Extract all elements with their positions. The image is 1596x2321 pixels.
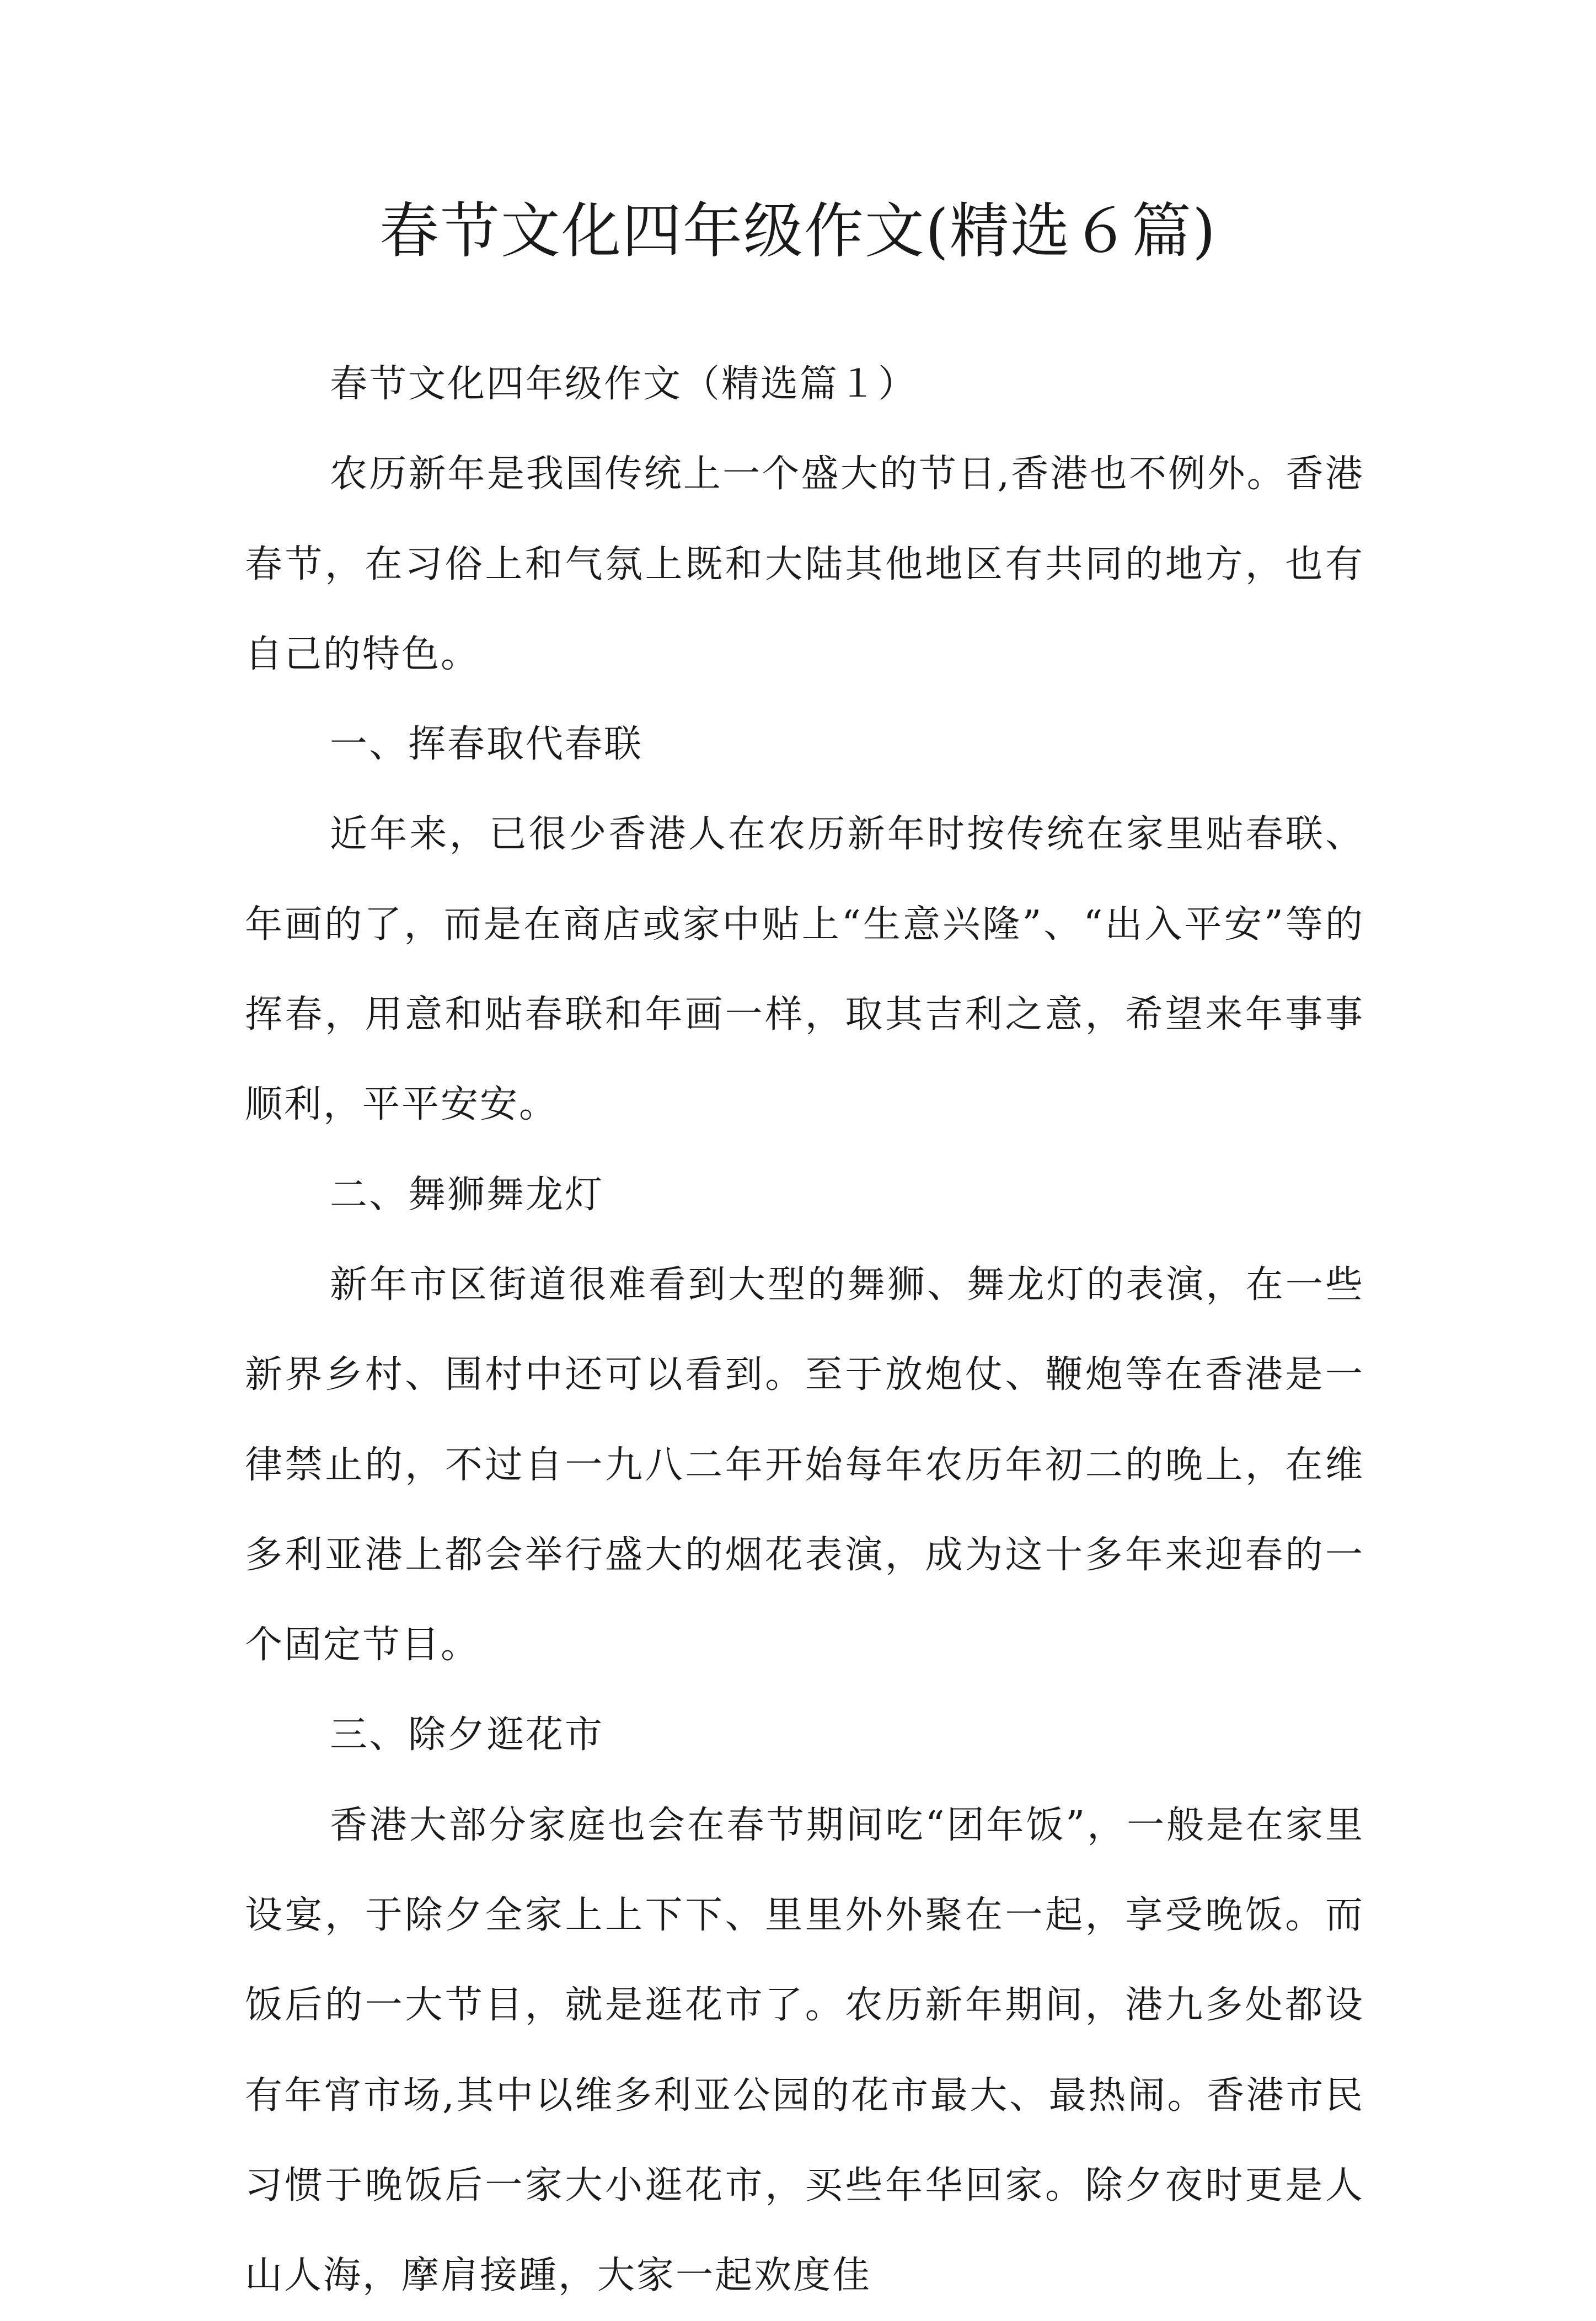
document-body [245,339,1364,2321]
section-heading-2: 二、舞狮舞龙灯 [330,1173,604,1217]
paragraph-intro: 农历新年是我国传统上一个盛大的节日,香港也不例外。香港春节，在习俗上和气氛上既和大陆其他地区有共同的地方，也有自己的特色。 [245,452,1364,676]
section-heading-3: 三、除夕逛花市 [330,1713,604,1757]
section-heading-1: 一、挥春取代春联 [330,723,644,767]
paragraph-section-3: 香港大部分家庭也会在春节期间吃“团年饭”，一般是在家里设宴，于除夕全家上上下下、里里外外聚在一起，享受晚饭。而饭后的一大节目，就是逛花市了。农历新年期间，港九多处都设有年宵市场,其中以维多利亚公园的花市最大、最热闹。香港市民习惯于晚饭后一家大小逛花市，买些年华回家。除夕夜时更是人山人海，摩肩接踵，大家一起欢度佳 [245,1803,1364,2298]
document-title: 春节文化四年级作文(精选６篇) [379,197,1217,266]
paragraph-section-1: 近年来，已很少香港人在农历新年时按传统在家里贴春联、年画的了，而是在商店或家中贴上“生意兴隆”、“出入平安”等的挥春，用意和贴春联和年画一样，取其吉利之意，希望来年事事顺利，平平安安。 [245,812,1364,1127]
paragraph-section-2: 新年市区街道很难看到大型的舞狮、舞龙灯的表演，在一些新界乡村、围村中还可以看到。至于放炮仗、鞭炮等在香港是一律禁止的，不过自一九八二年开始每年农历年初二的晚上，在维多利亚港上都会举行盛大的烟花表演，成为这十多年来迎春的一个固定节目。 [245,1263,1364,1667]
essay-heading: 春节文化四年级作文（精选篇１） [330,362,918,406]
